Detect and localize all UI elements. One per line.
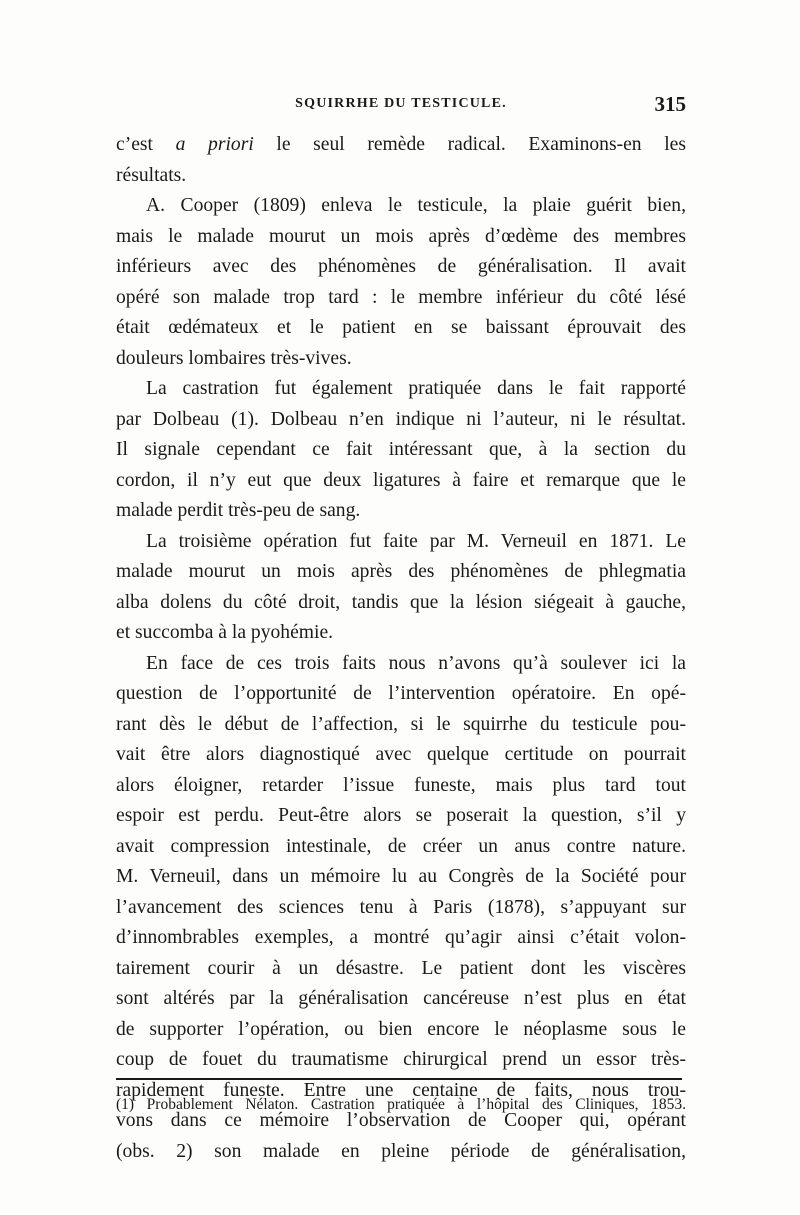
footnote: (1) Probablement Nélaton. Castration pratiquée à l’hôpital des Cliniques, 1853. — [116, 1096, 686, 1113]
text-line: La castration fut également pratiquée dans le fait rapporté — [146, 378, 686, 399]
body-text — [116, 130, 686, 1167]
text-line: (obs. 2) son malade en pleine période de généralisation, — [116, 1140, 686, 1162]
text-line: rant dès le début de l’affection, si le squirrhe du testicule pou- — [116, 713, 686, 735]
footnote-rule — [116, 1078, 682, 1080]
text-line — [116, 130, 686, 161]
text-line: résultats. — [116, 164, 187, 186]
text-line: tairement courir à un désastre. Le patient dont les viscères — [116, 957, 686, 979]
running-head — [116, 92, 686, 118]
text-line: vons dans ce mémoire l’observation de Cooper qui, opérant — [116, 1110, 686, 1131]
page-number: 315 — [654, 92, 686, 116]
text-line: d’innombrables exemples, a montré qu’agir ainsi c’était volon- — [116, 927, 686, 948]
text-line: alba dolens du côté droit, tandis que la lésion siégeait à gauche, — [116, 591, 686, 613]
text-line: malade perdit très-peu de sang. — [116, 500, 361, 521]
text-line: La troisième opération fut faite par M. Verneuil en 1871. Le — [146, 530, 686, 552]
text-line: l’avancement des sciences tenu à Paris (1878), s’appuyant sur — [116, 896, 686, 918]
text-line: sont altérés par la généralisation cancéreuse n’est plus en état — [116, 988, 686, 1009]
text-line: opéré son malade trop tard : le membre inférieur du côté lésé — [116, 286, 686, 308]
text-line: par Dolbeau (1). Dolbeau n’en indique ni l’auteur, ni le résultat. — [116, 408, 686, 430]
text-line: inférieurs avec des phénomènes de généralisation. Il avait — [116, 256, 686, 277]
text-line: de supporter l’opération, ou bien encore le néoplasme sous le — [116, 1018, 686, 1040]
text-line: cordon, il n’y eut que deux ligatures à faire et remarque que le — [116, 469, 686, 491]
text-line: Il signale cependant ce fait intéressant que, à la section du — [116, 439, 686, 460]
text-line: était œdémateux et le patient en se baissant éprouvait des — [116, 317, 686, 338]
text-line: A. Cooper (1809) enleva le testicule, la plaie guérit bien, — [146, 195, 686, 216]
running-title: SQUIRRHE DU TESTICULE. — [295, 96, 507, 111]
text-line: coup de fouet du traumatisme chirurgical prend un essor très- — [116, 1049, 686, 1070]
text-line: vait être alors diagnostiqué avec quelque certitude on pourrait — [116, 744, 686, 765]
text-line: avait compression intestinale, de créer un anus contre nature. — [116, 835, 686, 857]
text-line: et succomba à la pyohémie. — [116, 622, 334, 643]
italic-phrase: a priori — [175, 134, 254, 155]
text-line: En face de ces trois faits nous n’avons qu’à soulever ici la — [146, 652, 686, 674]
text-segment: le seul remède radical. Examinons-en les — [253, 134, 686, 155]
text-line: mais le malade mourut un mois après d’œdème des membres — [116, 225, 686, 247]
text-line: M. Verneuil, dans un mémoire lu au Congrès de la Société pour — [116, 866, 686, 887]
text-line: rapidement funeste. Entre une centaine de faits, nous trou- — [116, 1079, 686, 1101]
text-line: douleurs lombaires très-vives. — [116, 347, 352, 369]
text-line: espoir est perdu. Peut-être alors se poserait la question, s’il y — [116, 805, 686, 826]
text-line: malade mourut un mois après des phénomènes de phlegmatia — [116, 561, 686, 582]
text-segment: c’est — [116, 134, 176, 155]
text-line: question de l’opportunité de l’intervention opératoire. En opé- — [116, 683, 686, 704]
text-line: alors éloigner, retarder l’issue funeste, mais plus tard tout — [116, 774, 686, 796]
